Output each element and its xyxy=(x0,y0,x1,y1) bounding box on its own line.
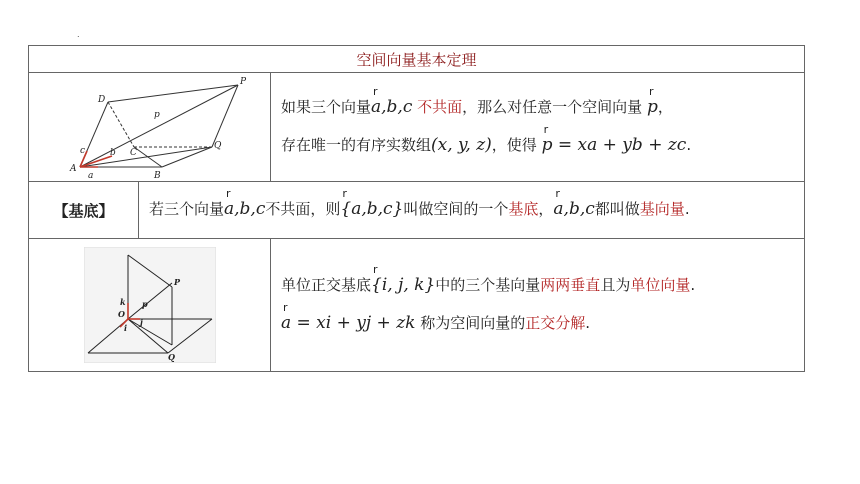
text-segment: ，那么对任意一个空间向量 xyxy=(462,98,643,117)
red-term-noncoplanar: 不共面 xyxy=(417,98,463,117)
text-segment: 叫做空间的一个 xyxy=(403,200,509,219)
theorem-line-2 xyxy=(281,134,804,158)
label-p: p xyxy=(153,110,160,120)
label-i: i xyxy=(123,323,127,333)
label-a: a xyxy=(87,171,93,179)
orthogonal-decomposition-formula: r a = xi + yj + zk xyxy=(281,312,415,336)
label-A: A xyxy=(69,164,76,174)
label-p: p xyxy=(141,299,148,309)
text-segment: 都叫做 xyxy=(594,200,640,219)
label-Q: Q xyxy=(213,141,221,151)
label-b: b xyxy=(109,148,116,158)
label-D: D xyxy=(97,95,105,105)
label-B: B xyxy=(153,171,161,179)
text-segment: 称为空间向量的 xyxy=(420,314,526,332)
orthogonal-figure-cell xyxy=(29,239,271,372)
label-P: P xyxy=(173,277,180,287)
text-segment: 中的三个基向量 xyxy=(435,276,541,295)
orthogonal-figure xyxy=(84,247,216,363)
text-segment: 如果三个向量 xyxy=(281,98,372,117)
red-term-orthogonal-decomposition: 正交分解 xyxy=(525,314,586,332)
vectors-abc: r a,b,c xyxy=(224,198,265,222)
basis-set: r {a,b,c} xyxy=(340,198,403,222)
theorem-line-1 xyxy=(281,96,804,120)
label-k: k xyxy=(119,297,126,307)
red-term-basis-vector: 基向量 xyxy=(639,200,685,219)
vector-p: r p xyxy=(647,96,658,120)
red-term-unit-vector: 单位向量 xyxy=(630,276,691,295)
label-O: O xyxy=(117,309,125,319)
decomposition-formula: r p = xa + yb + zc xyxy=(542,134,687,158)
label-C: C xyxy=(129,148,137,158)
theorem-text xyxy=(271,73,805,182)
theorem-table xyxy=(28,45,805,372)
ordered-triple: (x, y, z) xyxy=(431,135,492,155)
orthogonal-basis-text xyxy=(271,239,805,372)
vectors-abc: r a,b,c xyxy=(371,96,412,120)
orthogonal-line-2 xyxy=(281,312,804,336)
vectors-abc: r a,b,c xyxy=(553,198,594,222)
text-segment: ， xyxy=(657,98,673,117)
text-segment: 单位正交基底 xyxy=(281,276,372,295)
text-segment: ， xyxy=(538,200,554,219)
text-segment: 存在唯一的有序实数组 xyxy=(281,136,432,154)
basis-definition xyxy=(139,182,805,239)
text-segment: . xyxy=(690,276,696,295)
text-segment: 不共面，则 xyxy=(265,200,341,219)
label-Q: Q xyxy=(167,352,175,362)
table-title: 空间向量基本定理 xyxy=(29,46,805,73)
parallelepiped-figure-cell xyxy=(29,73,271,182)
orthonormal-basis-set: r {i, j, k} xyxy=(371,274,435,298)
label-j: j xyxy=(139,317,143,327)
orthogonal-line-1 xyxy=(281,274,804,298)
text-segment: ，使得 xyxy=(491,136,537,154)
red-term-basis: 基底 xyxy=(508,200,539,219)
text-segment: . xyxy=(684,200,690,219)
parallelepiped-figure xyxy=(50,75,250,179)
basis-label: 【基底】 xyxy=(29,182,139,239)
text-segment: 且为 xyxy=(600,276,631,295)
text-segment: 若三个向量 xyxy=(149,200,225,219)
red-term-perpendicular: 两两垂直 xyxy=(540,276,601,295)
header-dot: . xyxy=(77,30,80,39)
text-segment: . xyxy=(585,314,591,332)
label-P: P xyxy=(239,77,246,87)
text-segment: . xyxy=(686,136,692,154)
label-c: c xyxy=(79,146,85,156)
